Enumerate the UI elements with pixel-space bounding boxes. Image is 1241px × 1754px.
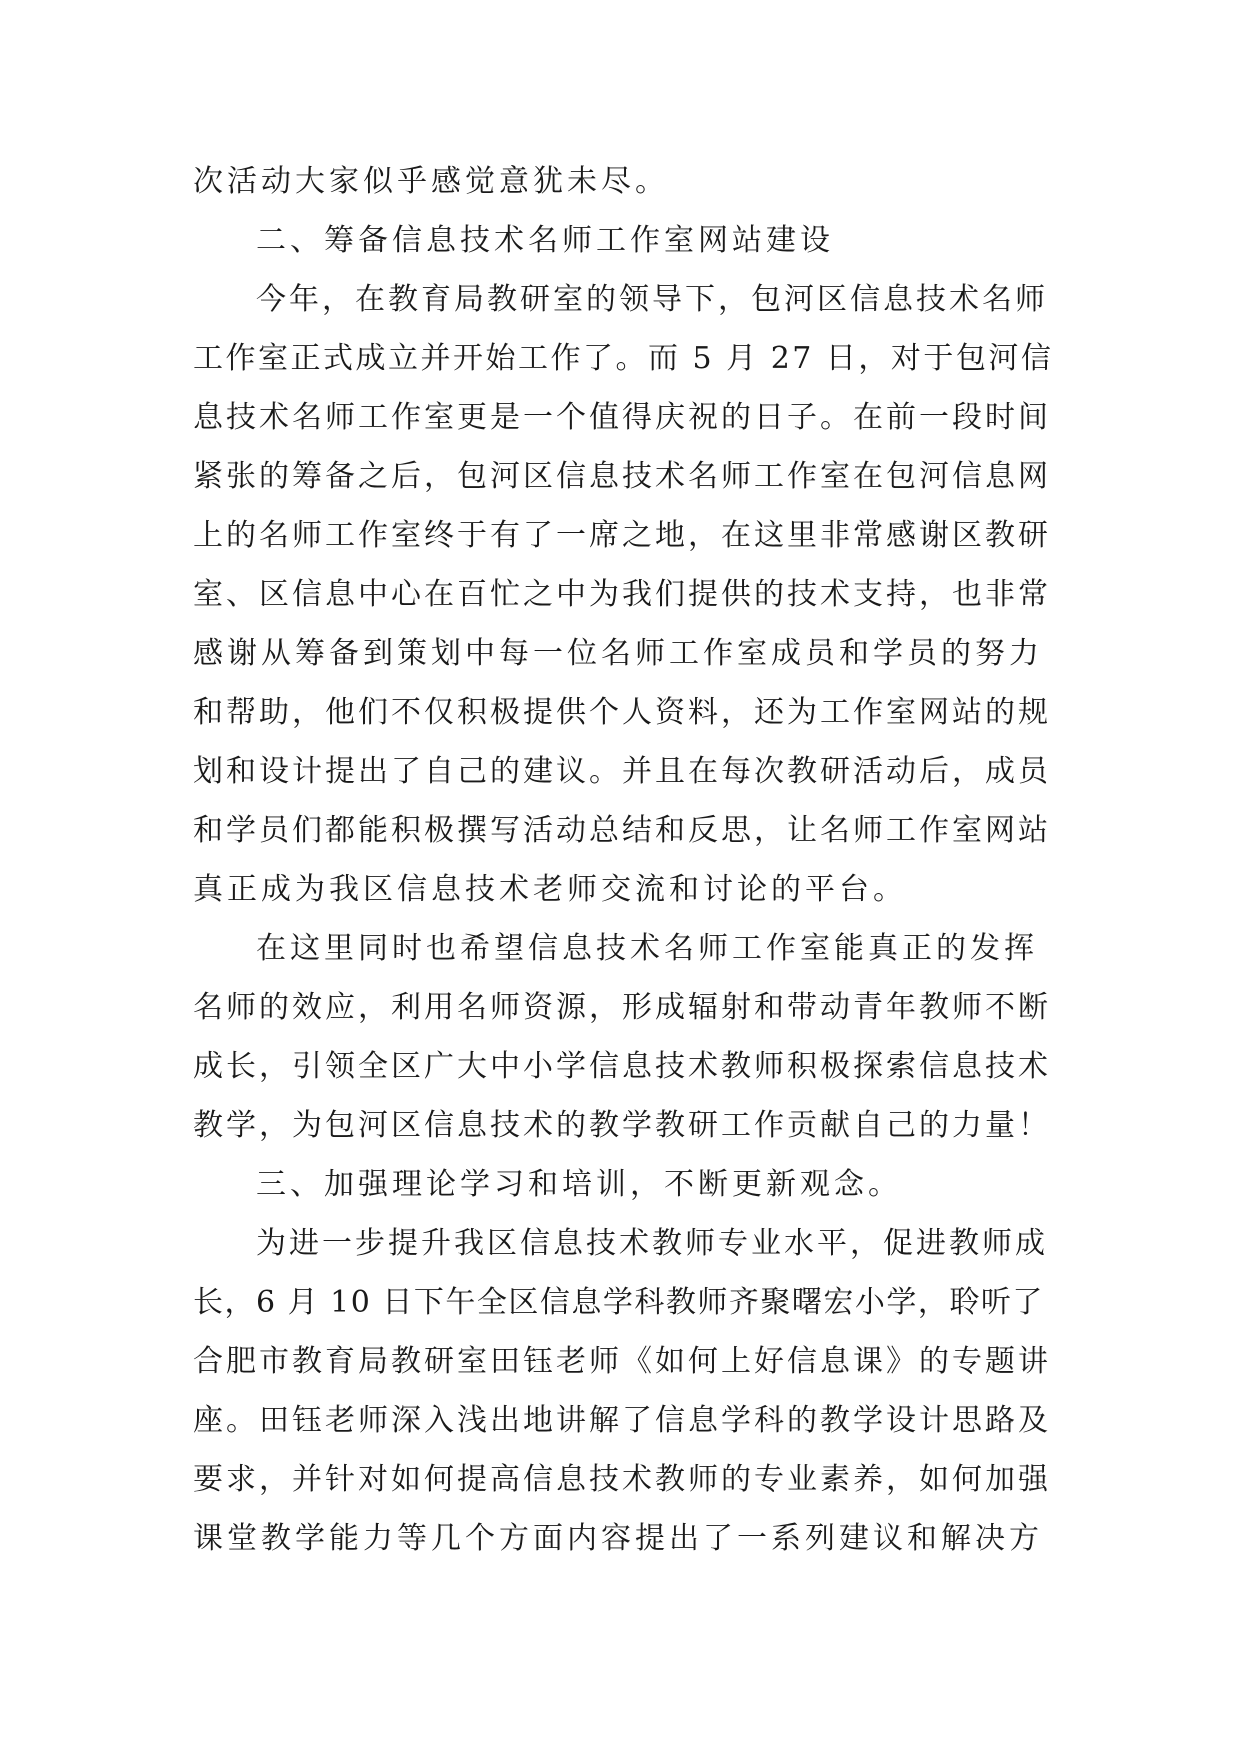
text-line: 三、加强理论学习和培训，不断更新观念。 bbox=[256, 1167, 902, 1202]
text-line: 感谢从筹备到策划中每一位名师工作室成员和学员的努力 bbox=[193, 636, 1043, 671]
text-line: 成长，引领全区广大中小学信息技术教师积极探索信息技术 bbox=[193, 1049, 1051, 1084]
text-line: 为进一步提升我区信息技术教师专业水平，促进教师成 bbox=[256, 1226, 1048, 1261]
text-line: 和学员们都能积极撰写活动总结和反思，让名师工作室网站 bbox=[193, 813, 1051, 848]
text-line: 在这里同时也希望信息技术名师工作室能真正的发挥 bbox=[256, 931, 1038, 966]
text-line: 课堂教学能力等几个方面内容提出了一系列建议和解决方 bbox=[193, 1521, 1043, 1556]
text-line: 座。田钰老师深入浅出地讲解了信息学科的教学设计思路及 bbox=[193, 1403, 1051, 1438]
text-line: 要求，并针对如何提高信息技术教师的专业素养，如何加强 bbox=[193, 1462, 1051, 1497]
text-line: 室、区信息中心在百忙之中为我们提供的技术支持，也非常 bbox=[193, 577, 1051, 612]
text-line: 真正成为我区信息技术老师交流和讨论的平台。 bbox=[193, 872, 907, 907]
text-line: 紧张的筹备之后，包河区信息技术名师工作室在包河信息网 bbox=[193, 459, 1051, 494]
text-line: 息技术名师工作室更是一个值得庆祝的日子。在前一段时间 bbox=[193, 400, 1051, 435]
document-body bbox=[193, 152, 1055, 1568]
text-line: 和帮助，他们不仅积极提供个人资料，还为工作室网站的规 bbox=[193, 695, 1051, 730]
text-line: 二、筹备信息技术名师工作室网站建设 bbox=[256, 223, 834, 258]
text-line: 上的名师工作室终于有了一席之地，在这里非常感谢区教研 bbox=[193, 518, 1051, 553]
text-line: 长，6 月 10 日下午全区信息学科教师齐聚曙宏小学，聆听了 bbox=[193, 1285, 1044, 1320]
text-line: 教学，为包河区信息技术的教学教研工作贡献自己的力量！ bbox=[193, 1108, 1051, 1143]
text-line: 名师的效应，利用名师资源，形成辐射和带动青年教师不断 bbox=[193, 990, 1051, 1025]
text-line: 划和设计提出了自己的建议。并且在每次教研活动后，成员 bbox=[193, 754, 1051, 789]
text-line: 今年，在教育局教研室的领导下，包河区信息技术名师 bbox=[256, 282, 1048, 317]
text-line: 工作室正式成立并开始工作了。而 5 月 27 日，对于包河信 bbox=[193, 341, 1054, 376]
text-line: 次活动大家似乎感觉意犹未尽。 bbox=[193, 164, 669, 199]
text-line: 合肥市教育局教研室田钰老师《如何上好信息课》的专题讲 bbox=[193, 1344, 1051, 1379]
